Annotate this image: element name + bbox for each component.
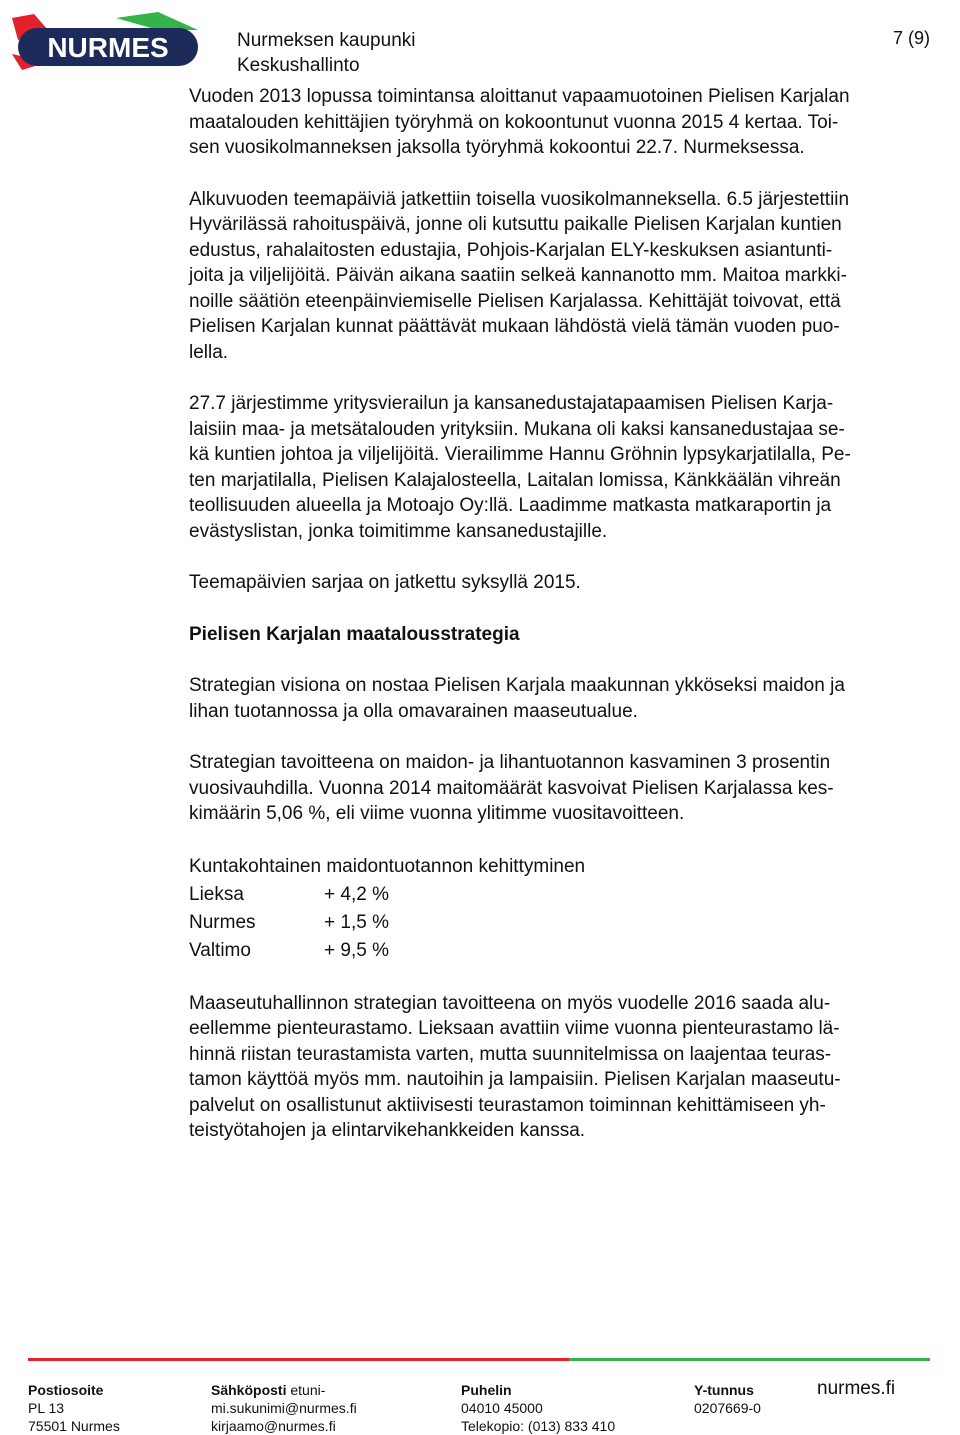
footer-website: nurmes.fi	[817, 1378, 896, 1399]
header-org	[237, 28, 415, 78]
paragraph-7: Maaseutuhallinnon strategian tavoitteena on myös vuodelle 2016 saada alu- eellemme pienteurastamo. Lieksaan avattiin viime vuonna pienteurastamo lä- hinnä riistan teurastamista varten, mutta suunnitelmissa on laajentaa teuras- tamon käyttöä myös mm. nautoihin ja lampaisiin. Pielisen Karjalan maaseutu- palvelut on osallistunut aktiivisesti teurastamon toiminnan kehittämiseen yh- teistyötahojen ja elintarvikehankkeiden kanssa.	[189, 992, 841, 1141]
logo-text: NURMES	[47, 32, 169, 63]
logo-graphic	[8, 10, 200, 76]
table-row	[189, 937, 959, 965]
table-cell-municipality: Lieksa	[189, 883, 244, 905]
table-row	[189, 881, 959, 909]
table-cell-municipality: Nurmes	[189, 911, 256, 933]
document-body	[189, 84, 959, 1144]
section-heading: Pielisen Karjalan maatalousstrategia	[189, 623, 520, 645]
paragraph-4: Teemapäivien sarjaa on jatkettu syksyllä 2015.	[189, 572, 581, 593]
footer-divider	[28, 1358, 930, 1361]
header-unit: Keskushallinto	[237, 55, 360, 76]
header-org-name: Nurmeksen kaupunki	[237, 30, 416, 51]
paragraph-6: Strategian tavoitteena on maidon- ja lihantuotannon kasvaminen 3 prosentin vuosivauhdilla. Vuonna 2014 maitomäärät kasvoivat Pielisen Karjalassa kes- kimäärin 5,06 %, eli viime vuonna ylitimme vuositavoitteen.	[189, 752, 834, 824]
footer-business-id: Y-tunnus 0207669-0	[694, 1382, 761, 1416]
table-cell-change: + 1,5 %	[324, 911, 389, 933]
footer-phone: Puhelin 04010 45000 Telekopio: (013) 833 410	[461, 1382, 616, 1434]
page-number: 7 (9)	[892, 28, 930, 48]
nurmes-logo	[8, 10, 200, 76]
table-row	[189, 909, 959, 937]
paragraph-2: Alkuvuoden teemapäiviä jatkettiin toisella vuosikolmanneksella. 6.5 järjestettiin Hyvärilässä rahoituspäivä, jonne oli kutsuttu paikalle Pielisen Karjalan kuntien edustus, rahalaitosten edustajia, Pohjois-Karjalan ELY-keskuksen asiantunti- joita ja viljelijöitä. Päivän aikana saatiin selkeä kannanotto mm. Maitoa markki- noille säätiön eteenpäinviemiselle Pielisen Karjalassa. Kehittäjät toivovat, että Pielisen Karjalan kunnat päättävät mukaan lähdöstä vielä tämän vuoden puo- lella.	[189, 188, 850, 363]
paragraph-5: Strategian visiona on nostaa Pielisen Karjala maakunnan ykköseksi maidon ja lihan tuotannossa ja olla omavarainen maaseutualue.	[189, 675, 845, 722]
paragraph-3: 27.7 järjestimme yritysvierailun ja kansanedustajatapaamisen Pielisen Karja- laisiin maa- ja metsätalouden yrityksiin. Mukana oli kaksi kansanedustajaa se- kä kuntien johtoa ja viljelijöitä. Vierailimme Hannu Gröhnin lypsykarjatilalla, Pe- ten marjatilalla, Pielisen Kalajalosteella, Laitalan lomissa, Känkkäälän vihreän teollisuuden alueella ja Motoajo Oy:llä. Laadimme matkasta matkaraportin ja evästyslistan, jonka toimitimme kansanedustajille.	[189, 393, 851, 542]
paragraph-1: Vuoden 2013 lopussa toimintansa aloittanut vapaamuotoinen Pielisen Karjalan maatalouden kehittäjien työryhmä on kokoontunut vuonna 2015 4 kertaa. Toi- sen vuosikolmanneksen jaksolla työryhmä kokoontui 22.7. Nurmeksessa.	[189, 86, 850, 158]
table-cell-municipality: Valtimo	[189, 939, 251, 961]
table-cell-change: + 9,5 %	[324, 939, 389, 961]
milk-production-table	[189, 881, 959, 965]
footer-email: Sähköposti etuni- mi.sukunimi@nurmes.fi kirjaamo@nurmes.fi	[211, 1382, 357, 1434]
table-title: Kuntakohtainen maidontuotannon kehittyminen	[189, 855, 586, 877]
table-cell-change: + 4,2 %	[324, 883, 389, 905]
footer-postal: Postiosoite PL 13 75501 Nurmes	[28, 1382, 120, 1434]
